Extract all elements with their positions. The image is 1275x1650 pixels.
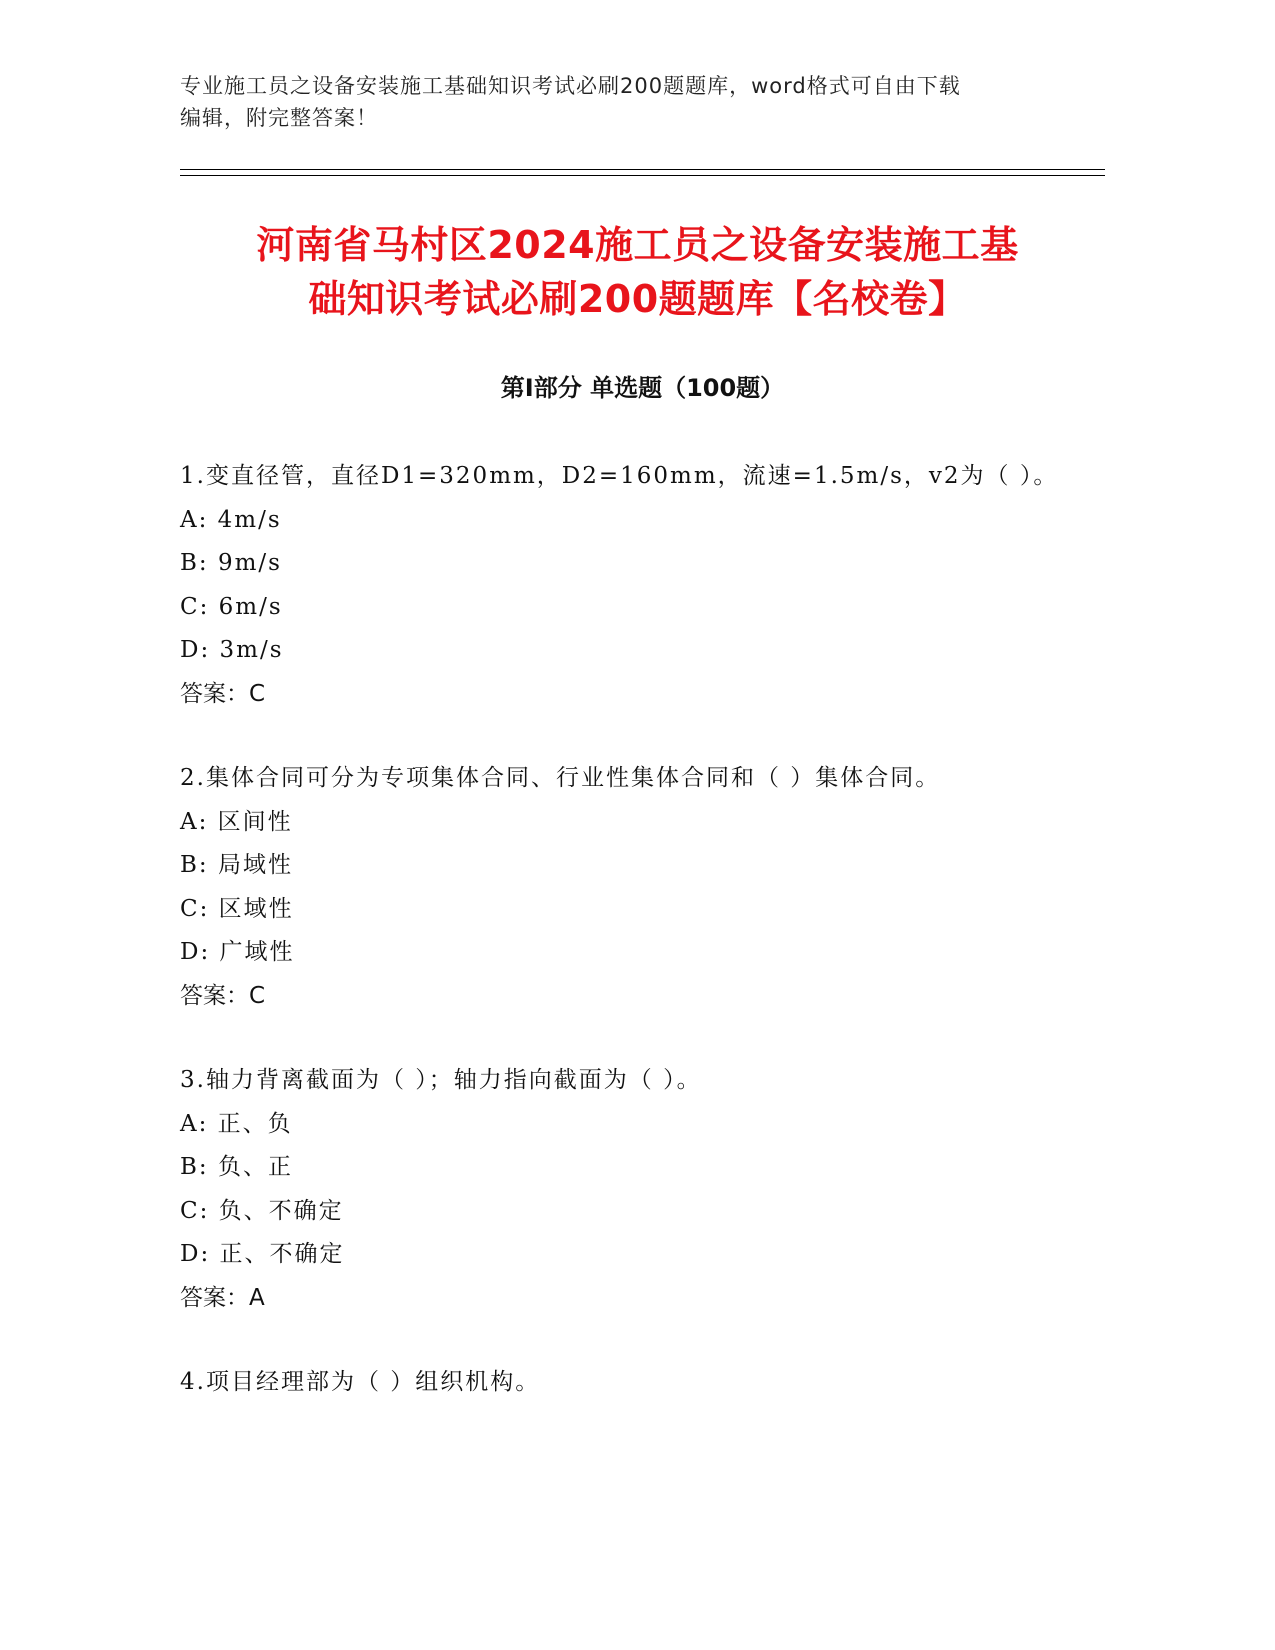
- section-heading: 第I部分 单选题（100题）: [500, 374, 785, 402]
- header-line-1: 专业施工员之设备安装施工基础知识考试必刷200题题库，word格式可自由下载: [180, 74, 961, 98]
- question-2: [180, 757, 1105, 1018]
- question-stem: 1.变直径管，直径D1=320mm，D2=160mm，流速=1.5m/s，v2为（ ）。: [180, 463, 1059, 489]
- answer-line: 答案：C: [180, 982, 266, 1009]
- option-c: C: 负、不确定: [180, 1197, 344, 1224]
- header-line-2: 编辑，附完整答案！: [180, 106, 378, 130]
- title-line-2: 础知识考试必刷200题题库【名校卷】: [308, 277, 967, 321]
- document-header: [180, 70, 1060, 134]
- title-line-1: 河南省马村区2024施工员之设备安装施工基: [256, 223, 1019, 267]
- option-d: D: 广域性: [180, 939, 295, 965]
- answer-line: 答案：A: [180, 1284, 265, 1311]
- question-list: [180, 455, 1105, 1446]
- question-stem: 2.集体合同可分为专项集体合同、行业性集体合同和（ ）集体合同。: [180, 765, 941, 791]
- document-title: [160, 218, 1115, 326]
- option-c: C: 区域性: [180, 895, 294, 922]
- option-d: D: 3m/s: [180, 637, 284, 663]
- header-divider-top: [180, 169, 1105, 170]
- question-3: [180, 1059, 1105, 1320]
- option-d: D: 正、不确定: [180, 1241, 345, 1267]
- option-c: C: 6m/s: [180, 593, 283, 620]
- answer-line: 答案：C: [180, 680, 266, 707]
- option-a: A: 4m/s: [180, 506, 282, 533]
- question-4: [180, 1361, 1105, 1405]
- option-a: A: 区间性: [180, 808, 293, 835]
- question-stem: 3.轴力背离截面为（ ）；轴力指向截面为（ ）。: [180, 1067, 702, 1093]
- header-divider-bottom: [180, 175, 1105, 176]
- option-a: A: 正、负: [180, 1110, 293, 1137]
- option-b: B: 9m/s: [180, 550, 282, 576]
- question-stem: 4.项目经理部为（ ）组织机构。: [180, 1369, 541, 1395]
- option-b: B: 局域性: [180, 852, 293, 878]
- question-1: [180, 455, 1105, 716]
- option-b: B: 负、正: [180, 1154, 293, 1180]
